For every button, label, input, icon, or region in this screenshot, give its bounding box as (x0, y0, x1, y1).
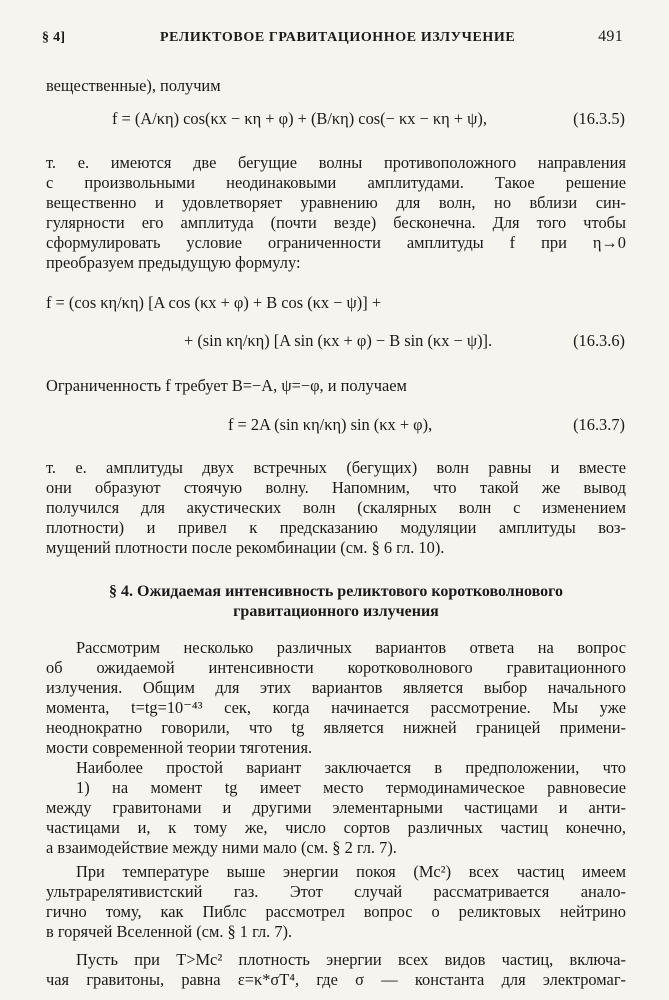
equation-16-3-6-line2: + (sin κη/κη) [A sin (κx + φ) − B sin (κx − ψ)]. (184, 331, 493, 350)
text-line: а взаимодействие между ними мало (см. § 2 гл. 7). (46, 838, 397, 857)
text-line: гулярности его амплитуда (почти везде) бесконечна. Для того чтобы (46, 213, 626, 232)
text-line: преобразуем предыдущую формулу: (46, 253, 301, 272)
section-heading: § 4. Ожидаемая интенсивность реликтового коротковолнового (108, 583, 564, 600)
text-line: Рассмотрим несколько различных вариантов ответа на вопрос (76, 638, 626, 657)
text-line: мущений плотности после рекомбинации (см. § 6 гл. 10). (46, 538, 445, 557)
text-line: плотности) и привел к предсказанию модуляции амплитуды воз- (46, 518, 626, 537)
text-line: частицами и, к тому же, число сортов различных частиц конечно, (46, 818, 626, 837)
equation-16-3-5: f = (A/κη) cos(κx − κη + φ) + (B/κη) cos(− κx − κη + ψ), (112, 109, 487, 128)
running-head-section: § 4] (42, 30, 66, 45)
text-line: При температуре выше энергии покоя (Mc²) всех частиц имеем (76, 862, 626, 881)
equation-number: (16.3.5) (573, 109, 625, 128)
text-line: они образуют стоячую волну. Напомним, что такой же вывод (46, 478, 626, 497)
running-head-title: РЕЛИКТОВОЕ ГРАВИТАЦИОННОЕ ИЗЛУЧЕНИЕ (160, 30, 516, 45)
text-line: мости современной теории тяготения. (46, 738, 313, 757)
text-line: об ожидаемой интенсивности коротковолнового гравитационного (46, 658, 626, 677)
text-line: т. е. имеются две бегущие волны противоположного направления (46, 153, 626, 172)
text-line: неоднократно говорили, что tg является нижней границей примени- (46, 718, 626, 737)
text-line: момента, t=tg=10⁻⁴³ сек, когда начинается рассмотрение. Мы уже (46, 698, 626, 717)
text-line: т. е. амплитуды двух встречных (бегущих) волн равны и вместе (46, 458, 626, 477)
text-line: Наиболее простой вариант заключается в предположении, что (76, 758, 626, 777)
text-line: получился для акустических волн (скалярных волн с изменением (46, 498, 626, 517)
text-line: между гравитонами и другими элементарными частицами и анти- (46, 798, 626, 817)
text-line: вещественно и удовлетворяет уравнению для волн, но вблизи син- (46, 193, 626, 212)
page-number: 491 (598, 28, 623, 45)
text-line: в горячей Вселенной (см. § 1 гл. 7). (46, 922, 293, 941)
text-line: 1) на момент tg имеет место термодинамическое равновесие (76, 778, 626, 797)
text-line: чая гравитоны, равна ε=κ*σT⁴, где σ — константа для электромаг- (46, 970, 626, 989)
text-line: ультрарелятивистский газ. Этот случай рассматривается анало- (46, 882, 626, 901)
equation-16-3-7: f = 2A (sin κη/κη) sin (κx + φ), (228, 415, 433, 434)
text-line: гично тому, как Пиблс рассмотрел вопрос о реликтовых нейтрино (46, 902, 626, 921)
text-line: сформулировать условие ограниченности амплитуды f при η→0 (46, 233, 626, 252)
text-line: Пусть при T>Mc² плотность энергии всех видов частиц, включа- (76, 950, 626, 969)
equation-number: (16.3.7) (573, 415, 625, 434)
section-heading: гравитационного излучения (233, 603, 439, 620)
text-line: вещественные), получим (46, 76, 221, 95)
text-line: с произвольными неодинаковыми амплитудами. Такое решение (46, 173, 626, 192)
equation-16-3-6-line1: f = (cos κη/κη) [A cos (κx + φ) + B cos (κx − ψ)] + (46, 293, 382, 312)
equation-number: (16.3.6) (573, 331, 625, 350)
text-line: излучения. Общим для этих вариантов является выбор начального (46, 678, 626, 697)
text-line: Ограниченность f требует B=−A, ψ=−φ, и получаем (46, 376, 407, 395)
